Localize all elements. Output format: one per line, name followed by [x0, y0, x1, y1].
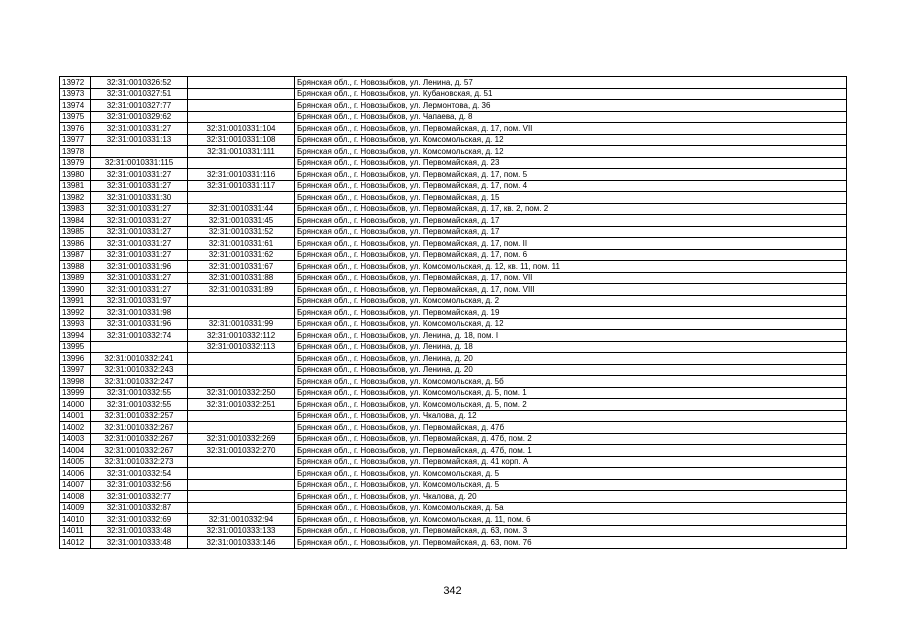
- land-cadastral-number-cell: 32:31:0010332:77: [91, 491, 188, 503]
- address-cell: Брянская обл., г. Новозыбков, ул. Первомайская, д. 41 корп. А: [295, 456, 847, 468]
- row-number-cell: 13995: [60, 341, 91, 353]
- address-cell: Брянская обл., г. Новозыбков, ул. Комсомольская, д. 12, кв. 11, пом. 11: [295, 261, 847, 273]
- address-cell: Брянская обл., г. Новозыбков, ул. Комсомольская, д. 5: [295, 468, 847, 480]
- address-cell: Брянская обл., г. Новозыбков, ул. Первомайская, д. 15: [295, 192, 847, 204]
- table-row: [60, 410, 847, 422]
- land-cadastral-number-cell: 32:31:0010331:27: [91, 169, 188, 181]
- land-cadastral-number-cell: 32:31:0010333:48: [91, 537, 188, 549]
- object-cadastral-number-cell: 32:31:0010331:88: [188, 272, 295, 284]
- address-cell: Брянская обл., г. Новозыбков, ул. Комсомольская, д. 5: [295, 479, 847, 491]
- row-number-cell: 13992: [60, 307, 91, 319]
- land-cadastral-number-cell: 32:31:0010331:27: [91, 203, 188, 215]
- land-cadastral-number-cell: 32:31:0010332:56: [91, 479, 188, 491]
- table-row: [60, 445, 847, 457]
- land-cadastral-number-cell: 32:31:0010326:52: [91, 77, 188, 89]
- object-cadastral-number-cell: 32:31:0010331:45: [188, 215, 295, 227]
- row-number-cell: 13982: [60, 192, 91, 204]
- address-cell: Брянская обл., г. Новозыбков, ул. Первомайская, д. 23: [295, 157, 847, 169]
- land-cadastral-number-cell: 32:31:0010332:243: [91, 364, 188, 376]
- table-row: [60, 399, 847, 411]
- table-row: [60, 284, 847, 296]
- table-row: [60, 169, 847, 181]
- row-number-cell: 13980: [60, 169, 91, 181]
- table-row: [60, 192, 847, 204]
- land-cadastral-number-cell: 32:31:0010329:62: [91, 111, 188, 123]
- object-cadastral-number-cell: 32:31:0010331:67: [188, 261, 295, 273]
- object-cadastral-number-cell: 32:31:0010333:146: [188, 537, 295, 549]
- table-row: [60, 272, 847, 284]
- table-row: [60, 387, 847, 399]
- row-number-cell: 13990: [60, 284, 91, 296]
- object-cadastral-number-cell: [188, 295, 295, 307]
- table-row: [60, 456, 847, 468]
- object-cadastral-number-cell: 32:31:0010331:116: [188, 169, 295, 181]
- row-number-cell: 13996: [60, 353, 91, 365]
- object-cadastral-number-cell: [188, 491, 295, 503]
- land-cadastral-number-cell: 32:31:0010327:51: [91, 88, 188, 100]
- object-cadastral-number-cell: [188, 157, 295, 169]
- object-cadastral-number-cell: [188, 77, 295, 89]
- row-number-cell: 13983: [60, 203, 91, 215]
- land-cadastral-number-cell: 32:31:0010327:77: [91, 100, 188, 112]
- land-cadastral-number-cell: 32:31:0010331:27: [91, 272, 188, 284]
- table-row: [60, 203, 847, 215]
- address-cell: Брянская обл., г. Новозыбков, ул. Первомайская, д. 17, пом. VII: [295, 272, 847, 284]
- address-cell: Брянская обл., г. Новозыбков, ул. Первомайская, д. 19: [295, 307, 847, 319]
- table-row: [60, 215, 847, 227]
- object-cadastral-number-cell: 32:31:0010332:250: [188, 387, 295, 399]
- land-cadastral-number-cell: 32:31:0010331:27: [91, 215, 188, 227]
- row-number-cell: 13997: [60, 364, 91, 376]
- land-cadastral-number-cell: 32:31:0010332:87: [91, 502, 188, 514]
- land-cadastral-number-cell: 32:31:0010331:30: [91, 192, 188, 204]
- object-cadastral-number-cell: 32:31:0010331:89: [188, 284, 295, 296]
- property-register-table: [59, 76, 847, 549]
- address-cell: Брянская обл., г. Новозыбков, ул. Первомайская, д. 47б: [295, 422, 847, 434]
- address-cell: Брянская обл., г. Новозыбков, ул. Первомайская, д. 17: [295, 226, 847, 238]
- row-number-cell: 14003: [60, 433, 91, 445]
- land-cadastral-number-cell: 32:31:0010332:273: [91, 456, 188, 468]
- land-cadastral-number-cell: [91, 341, 188, 353]
- object-cadastral-number-cell: 32:31:0010331:44: [188, 203, 295, 215]
- row-number-cell: 13987: [60, 249, 91, 261]
- object-cadastral-number-cell: 32:31:0010332:113: [188, 341, 295, 353]
- object-cadastral-number-cell: [188, 111, 295, 123]
- object-cadastral-number-cell: 32:31:0010332:251: [188, 399, 295, 411]
- address-cell: Брянская обл., г. Новозыбков, ул. Комсомольская, д. 5, пом. 2: [295, 399, 847, 411]
- land-cadastral-number-cell: 32:31:0010332:257: [91, 410, 188, 422]
- object-cadastral-number-cell: 32:31:0010331:111: [188, 146, 295, 158]
- row-number-cell: 14012: [60, 537, 91, 549]
- address-cell: Брянская обл., г. Новозыбков, ул. Комсомольская, д. 12: [295, 134, 847, 146]
- object-cadastral-number-cell: [188, 410, 295, 422]
- row-number-cell: 13973: [60, 88, 91, 100]
- row-number-cell: 14001: [60, 410, 91, 422]
- land-cadastral-number-cell: 32:31:0010332:54: [91, 468, 188, 480]
- land-cadastral-number-cell: 32:31:0010332:74: [91, 330, 188, 342]
- land-cadastral-number-cell: 32:31:0010331:13: [91, 134, 188, 146]
- table-row: [60, 330, 847, 342]
- row-number-cell: 14011: [60, 525, 91, 537]
- address-cell: Брянская обл., г. Новозыбков, ул. Первомайская, д. 17, кв. 2, пом. 2: [295, 203, 847, 215]
- table-row: [60, 502, 847, 514]
- row-number-cell: 13991: [60, 295, 91, 307]
- table-row: [60, 422, 847, 434]
- table-row: [60, 261, 847, 273]
- object-cadastral-number-cell: [188, 468, 295, 480]
- address-cell: Брянская обл., г. Новозыбков, ул. Ленина, д. 20: [295, 364, 847, 376]
- table-row: [60, 491, 847, 503]
- row-number-cell: 14008: [60, 491, 91, 503]
- table-row: [60, 433, 847, 445]
- row-number-cell: 13979: [60, 157, 91, 169]
- table-row: [60, 295, 847, 307]
- address-cell: Брянская обл., г. Новозыбков, ул. Первомайская, д. 17, пом. 4: [295, 180, 847, 192]
- row-number-cell: 13993: [60, 318, 91, 330]
- land-cadastral-number-cell: 32:31:0010332:267: [91, 422, 188, 434]
- object-cadastral-number-cell: [188, 88, 295, 100]
- object-cadastral-number-cell: [188, 456, 295, 468]
- table-row: [60, 226, 847, 238]
- table-row: [60, 146, 847, 158]
- row-number-cell: 14005: [60, 456, 91, 468]
- land-cadastral-number-cell: 32:31:0010331:96: [91, 318, 188, 330]
- object-cadastral-number-cell: 32:31:0010331:99: [188, 318, 295, 330]
- land-cadastral-number-cell: 32:31:0010332:55: [91, 387, 188, 399]
- object-cadastral-number-cell: 32:31:0010331:108: [188, 134, 295, 146]
- row-number-cell: 13978: [60, 146, 91, 158]
- object-cadastral-number-cell: [188, 353, 295, 365]
- row-number-cell: 13975: [60, 111, 91, 123]
- address-cell: Брянская обл., г. Новозыбков, ул. Первомайская, д. 17, пом. VIII: [295, 284, 847, 296]
- land-cadastral-number-cell: 32:31:0010331:27: [91, 249, 188, 261]
- row-number-cell: 13988: [60, 261, 91, 273]
- row-number-cell: 13998: [60, 376, 91, 388]
- row-number-cell: 14004: [60, 445, 91, 457]
- land-cadastral-number-cell: 32:31:0010331:27: [91, 123, 188, 135]
- address-cell: Брянская обл., г. Новозыбков, ул. Комсомольская, д. 5а: [295, 502, 847, 514]
- table-row: [60, 468, 847, 480]
- table-row: [60, 307, 847, 319]
- table-row: [60, 525, 847, 537]
- land-cadastral-number-cell: 32:31:0010332:69: [91, 514, 188, 526]
- address-cell: Брянская обл., г. Новозыбков, ул. Ленина, д. 18: [295, 341, 847, 353]
- row-number-cell: 13974: [60, 100, 91, 112]
- table-row: [60, 376, 847, 388]
- object-cadastral-number-cell: [188, 376, 295, 388]
- address-cell: Брянская обл., г. Новозыбков, ул. Кубановская, д. 51: [295, 88, 847, 100]
- object-cadastral-number-cell: [188, 364, 295, 376]
- land-cadastral-number-cell: 32:31:0010331:27: [91, 226, 188, 238]
- table-row: [60, 537, 847, 549]
- land-cadastral-number-cell: 32:31:0010331:115: [91, 157, 188, 169]
- address-cell: Брянская обл., г. Новозыбков, ул. Чкалова, д. 20: [295, 491, 847, 503]
- row-number-cell: 13976: [60, 123, 91, 135]
- land-cadastral-number-cell: 32:31:0010331:96: [91, 261, 188, 273]
- address-cell: Брянская обл., г. Новозыбков, ул. Комсомольская, д. 5б: [295, 376, 847, 388]
- land-cadastral-number-cell: 32:31:0010332:267: [91, 433, 188, 445]
- table-row: [60, 134, 847, 146]
- row-number-cell: 13986: [60, 238, 91, 250]
- object-cadastral-number-cell: [188, 192, 295, 204]
- address-cell: Брянская обл., г. Новозыбков, ул. Ленина, д. 57: [295, 77, 847, 89]
- object-cadastral-number-cell: [188, 502, 295, 514]
- address-cell: Брянская обл., г. Новозыбков, ул. Первомайская, д. 47б, пом. 2: [295, 433, 847, 445]
- table-row: [60, 157, 847, 169]
- object-cadastral-number-cell: 32:31:0010332:112: [188, 330, 295, 342]
- table-row: [60, 123, 847, 135]
- object-cadastral-number-cell: 32:31:0010332:270: [188, 445, 295, 457]
- address-cell: Брянская обл., г. Новозыбков, ул. Комсомольская, д. 5, пом. 1: [295, 387, 847, 399]
- row-number-cell: 14010: [60, 514, 91, 526]
- table-row: [60, 88, 847, 100]
- land-cadastral-number-cell: 32:31:0010333:48: [91, 525, 188, 537]
- table-row: [60, 353, 847, 365]
- object-cadastral-number-cell: 32:31:0010331:62: [188, 249, 295, 261]
- row-number-cell: 13981: [60, 180, 91, 192]
- object-cadastral-number-cell: 32:31:0010332:269: [188, 433, 295, 445]
- table-row: [60, 479, 847, 491]
- address-cell: Брянская обл., г. Новозыбков, ул. Первомайская, д. 17, пом. II: [295, 238, 847, 250]
- land-cadastral-number-cell: 32:31:0010331:98: [91, 307, 188, 319]
- address-cell: Брянская обл., г. Новозыбков, ул. Чапаева, д. 8: [295, 111, 847, 123]
- row-number-cell: 13977: [60, 134, 91, 146]
- object-cadastral-number-cell: [188, 100, 295, 112]
- object-cadastral-number-cell: 32:31:0010332:94: [188, 514, 295, 526]
- address-cell: Брянская обл., г. Новозыбков, ул. Комсомольская, д. 11, пом. 6: [295, 514, 847, 526]
- page-number: 342: [443, 585, 462, 597]
- address-cell: Брянская обл., г. Новозыбков, ул. Ленина, д. 20: [295, 353, 847, 365]
- address-cell: Брянская обл., г. Новозыбков, ул. Лермонтова, д. 36: [295, 100, 847, 112]
- row-number-cell: 13985: [60, 226, 91, 238]
- table-row: [60, 111, 847, 123]
- address-cell: Брянская обл., г. Новозыбков, ул. Ленина, д. 18, пом. I: [295, 330, 847, 342]
- address-cell: Брянская обл., г. Новозыбков, ул. Чкалова, д. 12: [295, 410, 847, 422]
- object-cadastral-number-cell: [188, 422, 295, 434]
- address-cell: Брянская обл., г. Новозыбков, ул. Первомайская, д. 17, пом. VII: [295, 123, 847, 135]
- row-number-cell: 14007: [60, 479, 91, 491]
- table-row: [60, 249, 847, 261]
- address-cell: Брянская обл., г. Новозыбков, ул. Комсомольская, д. 12: [295, 318, 847, 330]
- table-row: [60, 180, 847, 192]
- row-number-cell: 13972: [60, 77, 91, 89]
- object-cadastral-number-cell: 32:31:0010333:133: [188, 525, 295, 537]
- address-cell: Брянская обл., г. Новозыбков, ул. Первомайская, д. 63, пом. 76: [295, 537, 847, 549]
- address-cell: Брянская обл., г. Новозыбков, ул. Комсомольская, д. 12: [295, 146, 847, 158]
- row-number-cell: 13984: [60, 215, 91, 227]
- land-cadastral-number-cell: [91, 146, 188, 158]
- object-cadastral-number-cell: 32:31:0010331:61: [188, 238, 295, 250]
- row-number-cell: 14002: [60, 422, 91, 434]
- address-cell: Брянская обл., г. Новозыбков, ул. Первомайская, д. 17: [295, 215, 847, 227]
- object-cadastral-number-cell: [188, 479, 295, 491]
- land-cadastral-number-cell: 32:31:0010331:97: [91, 295, 188, 307]
- table-row: [60, 238, 847, 250]
- row-number-cell: 14000: [60, 399, 91, 411]
- row-number-cell: 14006: [60, 468, 91, 480]
- register-table-body: [60, 77, 847, 549]
- object-cadastral-number-cell: [188, 307, 295, 319]
- land-cadastral-number-cell: 32:31:0010332:55: [91, 399, 188, 411]
- table-row: [60, 514, 847, 526]
- table-row: [60, 341, 847, 353]
- object-cadastral-number-cell: 32:31:0010331:52: [188, 226, 295, 238]
- object-cadastral-number-cell: 32:31:0010331:104: [188, 123, 295, 135]
- address-cell: Брянская обл., г. Новозыбков, ул. Первомайская, д. 47б, пом. 1: [295, 445, 847, 457]
- address-cell: Брянская обл., г. Новозыбков, ул. Первомайская, д. 17, пом. 6: [295, 249, 847, 261]
- address-cell: Брянская обл., г. Новозыбков, ул. Комсомольская, д. 2: [295, 295, 847, 307]
- table-row: [60, 364, 847, 376]
- row-number-cell: 13989: [60, 272, 91, 284]
- row-number-cell: 13999: [60, 387, 91, 399]
- table-row: [60, 100, 847, 112]
- row-number-cell: 14009: [60, 502, 91, 514]
- land-cadastral-number-cell: 32:31:0010332:247: [91, 376, 188, 388]
- object-cadastral-number-cell: 32:31:0010331:117: [188, 180, 295, 192]
- table-row: [60, 77, 847, 89]
- address-cell: Брянская обл., г. Новозыбков, ул. Первомайская, д. 63, пом. 3: [295, 525, 847, 537]
- land-cadastral-number-cell: 32:31:0010331:27: [91, 180, 188, 192]
- address-cell: Брянская обл., г. Новозыбков, ул. Первомайская, д. 17, пом. 5: [295, 169, 847, 181]
- table-row: [60, 318, 847, 330]
- land-cadastral-number-cell: 32:31:0010331:27: [91, 284, 188, 296]
- land-cadastral-number-cell: 32:31:0010332:267: [91, 445, 188, 457]
- row-number-cell: 13994: [60, 330, 91, 342]
- land-cadastral-number-cell: 32:31:0010332:241: [91, 353, 188, 365]
- land-cadastral-number-cell: 32:31:0010331:27: [91, 238, 188, 250]
